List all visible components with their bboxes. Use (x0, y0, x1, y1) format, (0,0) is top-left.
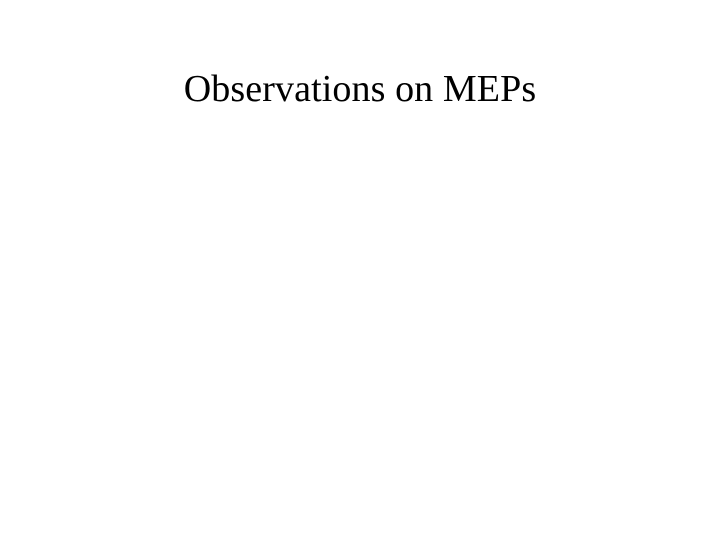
slide-body-content (60, 160, 660, 500)
page-title: Observations on MEPs (183, 68, 537, 110)
